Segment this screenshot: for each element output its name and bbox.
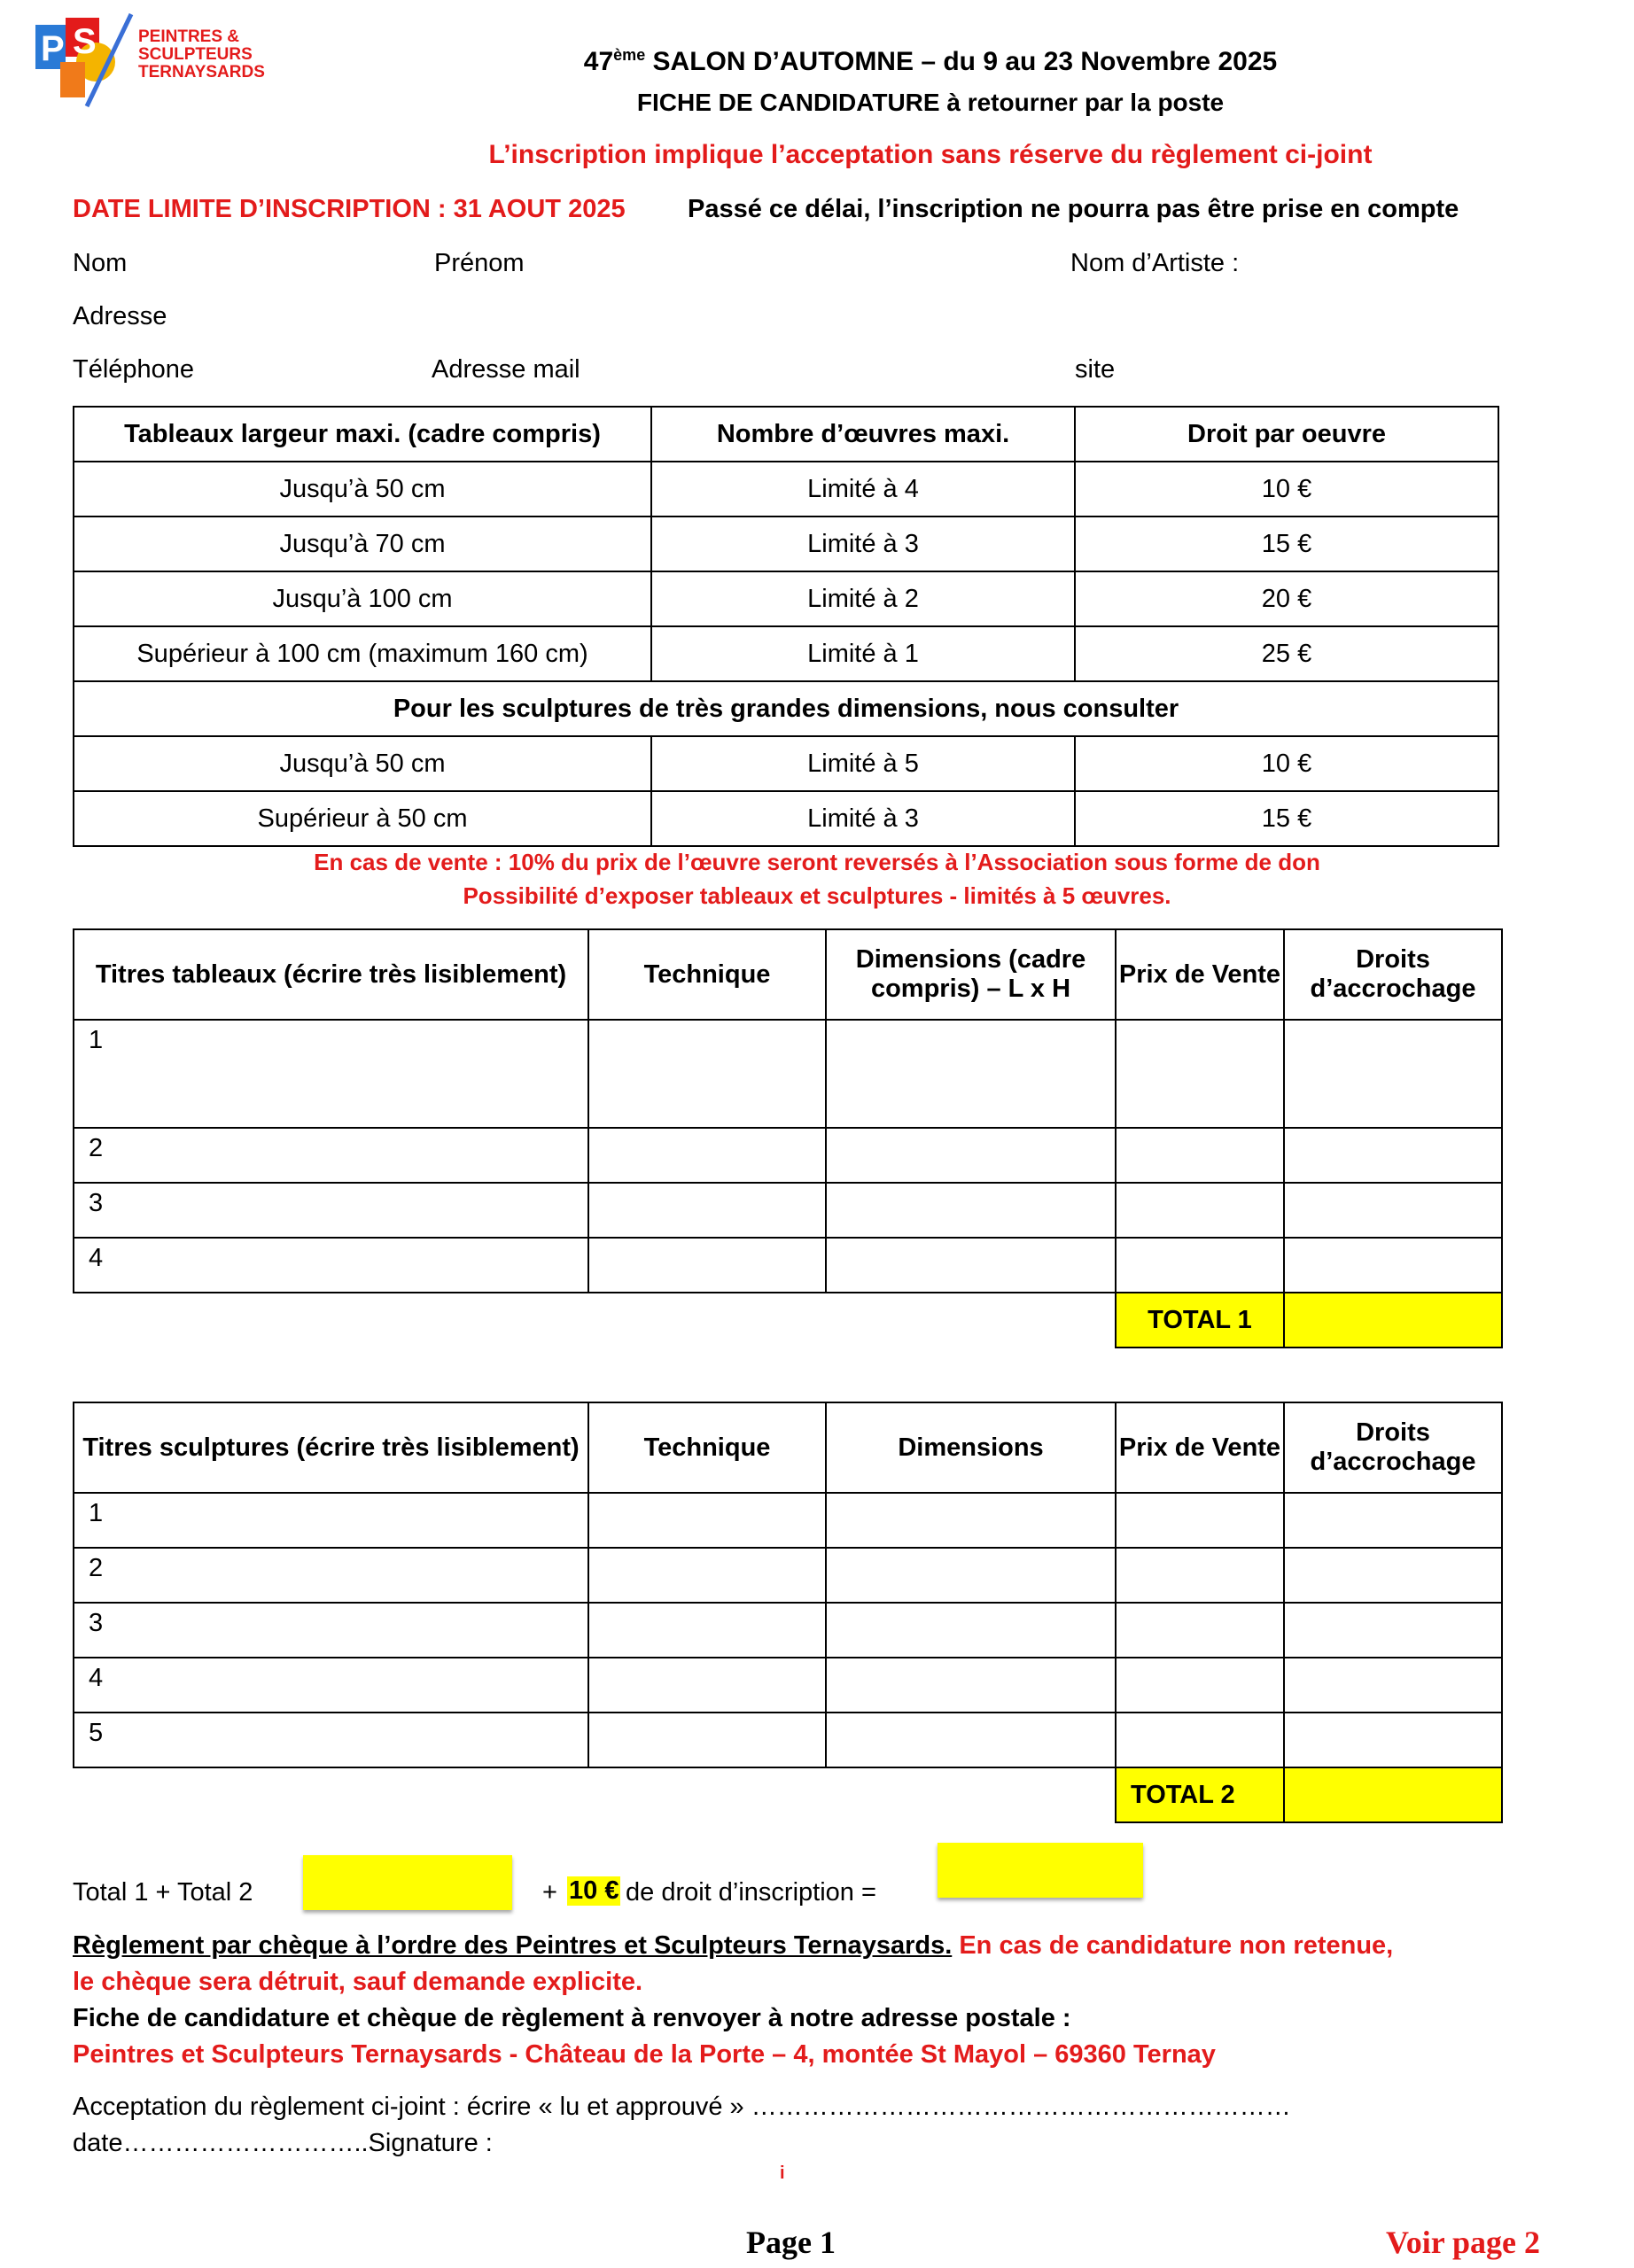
- table-cell: 10 €: [1075, 736, 1498, 791]
- table-cell: Limité à 3: [651, 517, 1075, 571]
- table-cell: Limité à 2: [651, 571, 1075, 626]
- spacer: [588, 1293, 826, 1348]
- exhibit-note: Possibilité d’exposer tableaux et sculptures - limités à 5 œuvres.: [463, 882, 1171, 909]
- spacer: [826, 1767, 1116, 1822]
- dimensions-cell[interactable]: [826, 1493, 1116, 1548]
- warning-text-2: le chèque sera détruit, sauf demande explicite.: [73, 1968, 643, 1996]
- table-cell: 25 €: [1075, 626, 1498, 681]
- total-row: [74, 1293, 1502, 1348]
- deadline-notice: Passé ce délai, l’inscription ne pourra pas être prise en compte: [688, 195, 1459, 223]
- page-title: [0, 46, 1634, 77]
- price-cell[interactable]: [1116, 1020, 1284, 1128]
- dimensions-cell[interactable]: [826, 1128, 1116, 1183]
- table-cell: Limité à 3: [651, 791, 1075, 846]
- table-row: [74, 462, 1498, 517]
- table-cell: 15 €: [1075, 791, 1498, 846]
- row-number: 5: [74, 1713, 588, 1767]
- row-number: 4: [74, 1238, 588, 1293]
- cheque-text: Règlement par chèque à l’ordre des Peintres et Sculpteurs Ternaysards.: [73, 1931, 953, 1960]
- fee-cell[interactable]: [1284, 1493, 1502, 1548]
- total-value-cell[interactable]: [1284, 1293, 1502, 1348]
- table-row: [74, 1020, 1502, 1128]
- total-label: TOTAL 1: [1116, 1293, 1284, 1348]
- column-header: Technique: [588, 929, 826, 1020]
- table-cell: Limité à 1: [651, 626, 1075, 681]
- row-number: 1: [74, 1493, 588, 1548]
- column-header: Titres tableaux (écrire très lisiblement): [74, 929, 588, 1020]
- dimensions-cell[interactable]: [826, 1658, 1116, 1713]
- prenom-field: Prénom: [434, 249, 525, 277]
- sale-note: En cas de vente : 10% du prix de l’œuvre seront reversés à l’Association sous forme de don: [314, 849, 1320, 875]
- fee-cell[interactable]: [1284, 1548, 1502, 1603]
- acceptance-notice: L’inscription implique l’acceptation sans réserve du règlement ci-joint: [488, 140, 1373, 169]
- acceptance-line: Acceptation du règlement ci-joint : écrire « lu et approuvé » ………………………………………………………: [73, 2093, 1291, 2121]
- column-header: Nombre d’œuvres maxi.: [651, 407, 1075, 462]
- table-row: [74, 1183, 1502, 1238]
- table-cell: Limité à 5: [651, 736, 1075, 791]
- fee-text: de droit d’inscription =: [626, 1878, 876, 1907]
- artist-name-field: Nom d’Artiste :: [1070, 249, 1240, 277]
- row-number: 2: [74, 1548, 588, 1603]
- table-row: [74, 517, 1498, 571]
- column-header: Droit par oeuvre: [1075, 407, 1498, 462]
- column-header: Dimensions: [826, 1402, 1116, 1493]
- row-number: 2: [74, 1128, 588, 1183]
- table-cell: Jusqu’à 50 cm: [74, 736, 651, 791]
- svg-text:S: S: [73, 22, 97, 61]
- price-cell[interactable]: [1116, 1658, 1284, 1713]
- table-cell: Jusqu’à 70 cm: [74, 517, 651, 571]
- dimensions-cell[interactable]: [826, 1603, 1116, 1658]
- spacer: [588, 1767, 826, 1822]
- table-cell: Limité à 4: [651, 462, 1075, 517]
- page-number: Page 1: [746, 2225, 836, 2260]
- grand-total-box[interactable]: [938, 1843, 1143, 1898]
- table-header-row: [74, 929, 1502, 1020]
- address-field: Adresse: [73, 302, 167, 330]
- nom-field: Nom: [73, 249, 128, 277]
- total-sum-box[interactable]: [303, 1855, 512, 1910]
- column-header: Dimensions (cadre compris) – L x H: [826, 929, 1116, 1020]
- date-signature-line: date………………………..Signature :: [73, 2129, 493, 2157]
- technique-cell[interactable]: [588, 1658, 826, 1713]
- technique-cell[interactable]: [588, 1493, 826, 1548]
- table-row: [74, 1658, 1502, 1713]
- spacer: [826, 1293, 1116, 1348]
- fee-amount: 10 €: [569, 1876, 619, 1905]
- table-row: [74, 1548, 1502, 1603]
- subtitle: FICHE DE CANDIDATURE à retourner par la poste: [636, 89, 1225, 116]
- price-cell[interactable]: [1116, 1183, 1284, 1238]
- dimensions-cell[interactable]: [826, 1548, 1116, 1603]
- table-row: [74, 681, 1498, 736]
- total-row: [74, 1767, 1502, 1822]
- fee-cell[interactable]: [1284, 1658, 1502, 1713]
- fee-cell[interactable]: [1284, 1238, 1502, 1293]
- column-header: Titres sculptures (écrire très lisiblement): [74, 1402, 588, 1493]
- spacer: [74, 1767, 588, 1822]
- logo-line: SCULPTEURS: [138, 45, 253, 64]
- technique-cell[interactable]: [588, 1128, 826, 1183]
- title-text: SALON D’AUTOMNE – du 9 au 23 Novembre 2025: [645, 47, 1278, 76]
- table-row: [74, 626, 1498, 681]
- phone-field: Téléphone: [73, 355, 195, 384]
- table-row: [74, 1713, 1502, 1767]
- table-row: [74, 791, 1498, 846]
- price-cell[interactable]: [1116, 1603, 1284, 1658]
- table-row: [74, 1493, 1502, 1548]
- dimensions-cell[interactable]: [826, 1183, 1116, 1238]
- payment-line: [73, 1931, 1393, 1961]
- column-header: Prix de Vente: [1116, 929, 1284, 1020]
- fee-cell[interactable]: [1284, 1183, 1502, 1238]
- site-field: site: [1075, 355, 1116, 384]
- postal-address: Peintres et Sculpteurs Ternaysards - Château de la Porte – 4, montée St Mayol – 69360 Ternay: [73, 2040, 1216, 2069]
- table-header-row: [74, 1402, 1502, 1493]
- deadline-label: DATE LIMITE D’INSCRIPTION : 31 AOUT 2025: [73, 195, 626, 223]
- summary-label: Total 1 + Total 2: [73, 1878, 253, 1907]
- table-row: [74, 1238, 1502, 1293]
- technique-cell[interactable]: [588, 1238, 826, 1293]
- column-header: Droits d’accrochage: [1284, 1402, 1502, 1493]
- table-cell: Jusqu’à 100 cm: [74, 571, 651, 626]
- price-cell[interactable]: [1116, 1238, 1284, 1293]
- column-header: Tableaux largeur maxi. (cadre compris): [74, 407, 651, 462]
- price-cell[interactable]: [1116, 1548, 1284, 1603]
- price-cell[interactable]: [1116, 1493, 1284, 1548]
- fee-cell[interactable]: [1284, 1128, 1502, 1183]
- paintings-table: [73, 928, 1503, 1348]
- next-page-link[interactable]: Voir page 2: [1386, 2225, 1541, 2260]
- table-cell: Supérieur à 100 cm (maximum 160 cm): [74, 626, 651, 681]
- row-number: 3: [74, 1603, 588, 1658]
- row-number: 1: [74, 1020, 588, 1128]
- total-value-cell[interactable]: [1284, 1767, 1502, 1822]
- table-row: [74, 571, 1498, 626]
- dimensions-cell[interactable]: [826, 1238, 1116, 1293]
- marker-text: i: [780, 2163, 785, 2183]
- logo-line: TERNAYSARDS: [138, 63, 265, 82]
- technique-cell[interactable]: [588, 1713, 826, 1767]
- fee-cell[interactable]: [1284, 1603, 1502, 1658]
- table-row: [74, 1603, 1502, 1658]
- fee-cell[interactable]: [1284, 1020, 1502, 1128]
- column-header: Droits d’accrochage: [1284, 929, 1502, 1020]
- table-cell: 20 €: [1075, 571, 1498, 626]
- svg-text:P: P: [41, 29, 65, 68]
- fee-cell[interactable]: [1284, 1713, 1502, 1767]
- table-cell: Supérieur à 50 cm: [74, 791, 651, 846]
- column-header: Technique: [588, 1402, 826, 1493]
- table-header-row: [74, 407, 1498, 462]
- warning-text: En cas de candidature non retenue,: [959, 1931, 1394, 1960]
- plus-sign: +: [542, 1878, 557, 1907]
- dimensions-cell[interactable]: [826, 1713, 1116, 1767]
- price-cell[interactable]: [1116, 1713, 1284, 1767]
- technique-cell[interactable]: [588, 1020, 826, 1128]
- email-field: Adresse mail: [432, 355, 580, 384]
- sculpture-note: Pour les sculptures de très grandes dimensions, nous consulter: [74, 681, 1498, 736]
- total-label: TOTAL 2: [1116, 1767, 1284, 1822]
- sculptures-table: [73, 1402, 1503, 1823]
- row-number: 3: [74, 1183, 588, 1238]
- technique-cell[interactable]: [588, 1183, 826, 1238]
- tarifs-table: [73, 406, 1499, 847]
- send-instructions: Fiche de candidature et chèque de règlement à renvoyer à notre adresse postale :: [73, 2004, 1071, 2032]
- table-cell: 10 €: [1075, 462, 1498, 517]
- table-cell: Jusqu’à 50 cm: [74, 462, 651, 517]
- price-cell[interactable]: [1116, 1128, 1284, 1183]
- column-header: Prix de Vente: [1116, 1402, 1284, 1493]
- table-row: [74, 1128, 1502, 1183]
- dimensions-cell[interactable]: [826, 1020, 1116, 1128]
- table-row: [74, 736, 1498, 791]
- technique-cell[interactable]: [588, 1603, 826, 1658]
- table-cell: 15 €: [1075, 517, 1498, 571]
- logo-line: PEINTRES &: [138, 27, 240, 46]
- row-number: 4: [74, 1658, 588, 1713]
- spacer: [74, 1293, 588, 1348]
- title-superscript: ème: [613, 46, 646, 64]
- technique-cell[interactable]: [588, 1548, 826, 1603]
- title-number: 47: [583, 47, 614, 76]
